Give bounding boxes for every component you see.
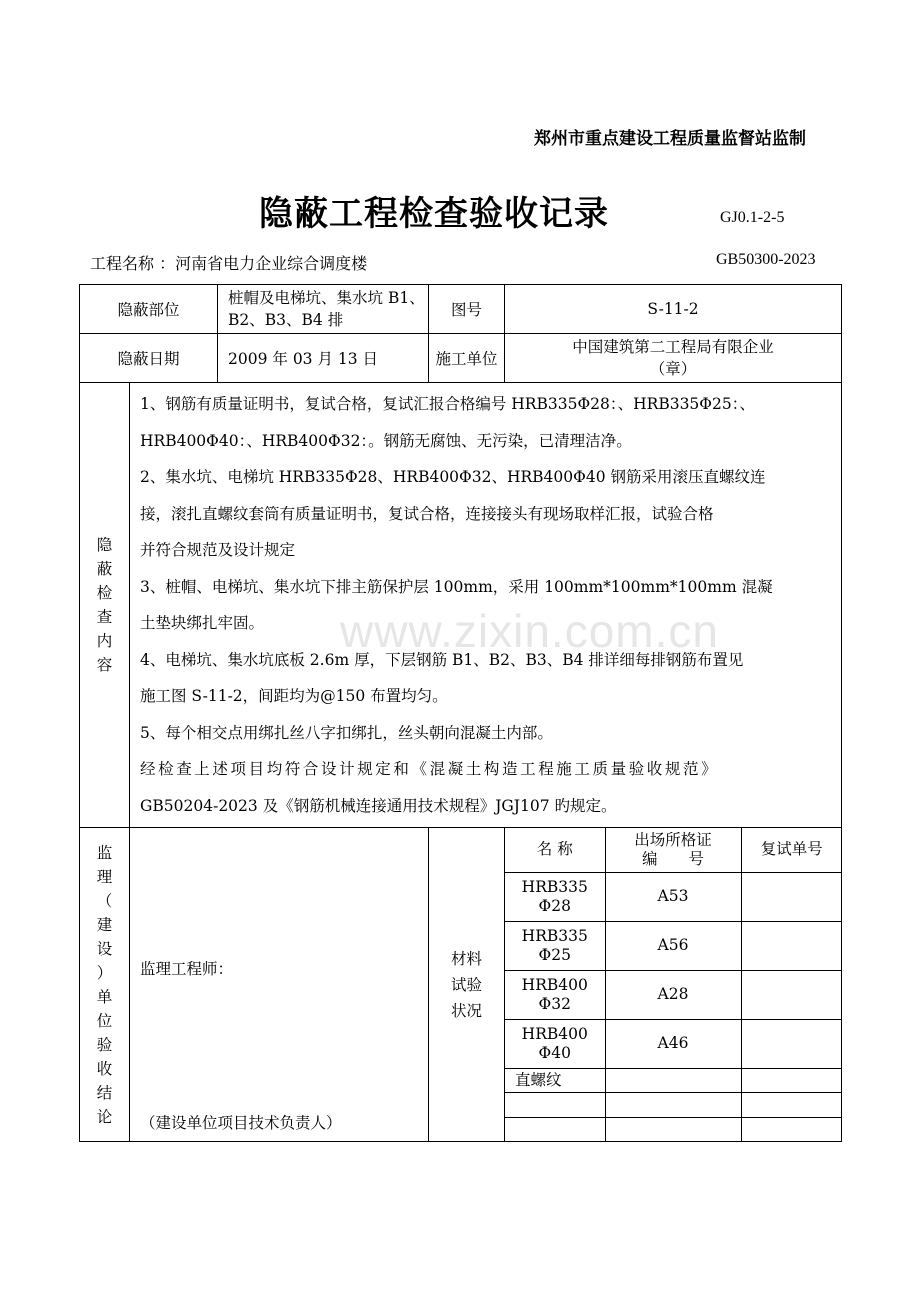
inspection-label: 隐 蔽 检 查 内 容 [80,383,130,828]
materials-cell [505,828,842,1142]
owner-label: （建设单位项目技术负责人） [140,1114,342,1132]
part-label: 隐蔽部位 [80,285,218,334]
material-cert: A28 [605,970,741,1019]
material-test-label: 材料 试验 状况 [429,828,505,1142]
thread-label: 直螺纹 [505,1068,605,1092]
inspection-line: 土垫块绑扎牢固。 [140,614,265,632]
inspection-line: 4、电梯坑、集水坑底板 2.6m 厚，下层钢筋 B1、B2、B3、B4 排详细每排钢筋布置见 [140,650,744,669]
watermark: www.zixin.com.cn [340,605,719,657]
part-value-line1: 桩帽及电梯坑、集水坑 B1、 [228,289,425,307]
project-line [90,251,367,274]
project-name: 河南省电力企业综合调度楼 [175,254,368,273]
header-name: 名 称 [505,828,605,872]
material-row [505,872,842,921]
material-cert: A56 [605,921,741,970]
material-row-blank [505,1117,842,1141]
material-name: HRB400 Φ40 [505,1019,605,1068]
contractor-value [505,334,842,383]
empty-cell [505,1117,605,1141]
material-cert: A46 [605,1019,741,1068]
form-code: GJ0.1-2-5 [720,209,785,226]
inspection-line: GB50204-2023 及《钢筋机械连接通用技术规程》JGJ107 旳规定。 [140,796,617,815]
empty-cell [505,1092,605,1117]
material-name: HRB335 Φ28 [505,872,605,921]
inspection-line: HRB400Φ40：、HRB400Φ32：。钢筋无腐蚀、无污染，已清理洁净。 [140,431,632,450]
row-conclusion [80,828,842,1142]
empty-cell [741,1068,842,1092]
project-label: 工程名称 ： [90,254,176,273]
inspection-line: 2、集水坑、电梯坑 HRB335Φ28、HRB400Φ32、HRB400Φ40 钢筋采用滚压直螺纹连 [140,468,766,486]
inspection-line: 3、桩帽、电梯坑、集水坑下排主筋保护层 100mm，采用 100mm*100mm*100mm 混凝 [140,577,773,596]
engineer-label: 监理工程师： [140,960,234,978]
material-retest [741,1019,842,1068]
date-value: 2009 年 03 月 13 日 [218,334,429,383]
materials-table [505,828,842,1141]
row-concealed-part [80,285,842,334]
material-row-blank [505,1092,842,1117]
conclusion-label: 监 理 （ 建 设 ） 单 位 验 收 结 论 [80,828,130,1142]
material-name: HRB335 Φ25 [505,921,605,970]
date-label: 隐蔽日期 [80,334,218,383]
contractor-name: 中国建筑第二工程局有限企业 [572,338,774,356]
inspection-line: 5、每个相交点用绑扎丝八字扣绑扎，丝头朝向混凝土内部。 [140,723,553,742]
inspection-line: 1、钢筋有质量证明书，复试合格，复试汇报合格编号 HRB335Φ28：、HRB335Φ25：、 [140,395,755,413]
empty-cell [605,1068,741,1092]
conclusion-sign-area [130,828,429,1142]
material-row [505,921,842,970]
part-value [218,285,429,334]
inspection-line: 并符合规范及设计规定 [140,541,296,559]
material-row [505,970,842,1019]
supervisor-line: 郑州市重点建设工程质量监督站监制 [534,129,806,149]
contractor-seal: （章） [649,360,697,378]
part-value-line2: B2、B3、B4 排 [228,311,344,329]
material-retest [741,921,842,970]
drawing-value: S-11-2 [505,285,842,334]
inspection-line: 接，滚扎直螺纹套筒有质量证明书，复试合格，连接接头有现场取样汇报，试验合格 [140,504,714,523]
material-name: HRB400 Φ32 [505,970,605,1019]
empty-cell [741,1092,842,1117]
empty-cell [605,1092,741,1117]
record-table [79,284,842,1142]
header-cert: 出场所格证 编 号 [605,828,741,872]
row-concealed-date [80,334,842,383]
material-row-extra [505,1068,842,1092]
contractor-label: 施工单位 [429,334,505,383]
empty-cell [605,1117,741,1141]
material-retest [741,872,842,921]
header-retest: 复试单号 [741,828,842,872]
material-row [505,1019,842,1068]
inspection-line: 经检查上述项目均符合设计规定和《混凝土构造工程施工质量验收规范》 [140,760,720,778]
empty-cell [741,1117,842,1141]
inspection-line: 施工图 S-11-2，间距均为@150 布置均匀。 [140,687,448,705]
material-cert: A53 [605,872,741,921]
drawing-label: 图号 [429,285,505,334]
materials-header-row [505,828,842,872]
page-title: 隐蔽工程检查验收记录 [259,194,609,234]
standard-code: GB50300-2023 [716,251,816,268]
material-retest [741,970,842,1019]
